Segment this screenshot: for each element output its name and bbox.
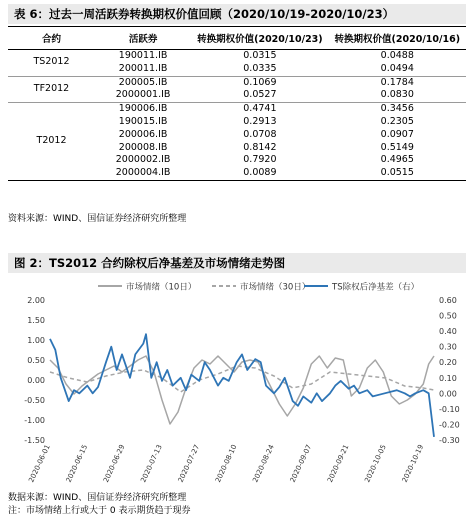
header-contract: 合约 bbox=[8, 27, 95, 50]
y-left-tick-label: 0.50 bbox=[27, 356, 45, 365]
y-left-tick-label: -0.50 bbox=[24, 396, 45, 405]
value-cell: 0.0708 bbox=[243, 128, 277, 140]
bond-cell: 190006.IB bbox=[118, 103, 168, 115]
y-right-tick-label: -0.10 bbox=[439, 404, 460, 414]
value-cell: 0.8142 bbox=[243, 141, 277, 153]
value-cell: 0.1069 bbox=[243, 76, 277, 88]
bond-cell: 200005.IB bbox=[118, 76, 168, 88]
bond-cell: 200011.IB bbox=[95, 63, 191, 76]
legend-label-10d: 市场情绪（10日） bbox=[126, 282, 197, 293]
bond-cell: 2000004.IB bbox=[95, 167, 191, 180]
x-tick-label: 2020-07-27 bbox=[176, 443, 202, 484]
y-left-tick-label: 1.50 bbox=[27, 316, 45, 325]
y-right-tick-label: 0.00 bbox=[439, 389, 457, 399]
legend-label-30d: 市场情绪（30日） bbox=[240, 282, 311, 293]
value-cell: 0.7920 bbox=[243, 154, 277, 166]
y-right-tick-label: 0.20 bbox=[439, 358, 457, 368]
value-cell: 0.4741 bbox=[243, 103, 277, 115]
y-right-tick-label: 0.10 bbox=[439, 373, 457, 383]
x-tick-label: 2020-07-13 bbox=[139, 443, 164, 484]
value-cell: 0.0488 bbox=[380, 50, 414, 61]
y-right-tick-label: 0.50 bbox=[439, 311, 457, 321]
y-right-tick-label: -0.30 bbox=[439, 436, 460, 445]
y-left-tick-label: -1.00 bbox=[24, 416, 45, 425]
figure-footnote: 注：市场情绪上行或大于 0 表示期货趋于现券 bbox=[8, 506, 191, 516]
header-active-bond: 活跃券 bbox=[95, 27, 191, 50]
conversion-option-table bbox=[8, 26, 466, 181]
value-cell: 0.0494 bbox=[329, 63, 466, 76]
table-source-note: 资料来源：WIND、国信证券经济研究所整理 bbox=[8, 214, 187, 224]
chart-legend bbox=[98, 282, 419, 293]
value-cell: 0.2913 bbox=[243, 115, 277, 127]
x-tick-label: 2020-08-10 bbox=[214, 443, 239, 484]
value-cell: 0.0527 bbox=[191, 89, 328, 102]
bond-cell: 200006.IB bbox=[118, 128, 168, 140]
contract-cell: TS2012 bbox=[8, 50, 95, 77]
value-cell: 0.4965 bbox=[380, 154, 414, 166]
y-left-tick-label: 0.00 bbox=[27, 376, 45, 385]
y-right-tick-label: -0.20 bbox=[439, 420, 460, 430]
y-right-tick-label: 0.60 bbox=[439, 296, 457, 305]
value-cell: 0.5149 bbox=[380, 141, 414, 153]
series-line-0 bbox=[50, 356, 434, 424]
contract-cell: T2012 bbox=[8, 103, 95, 181]
x-tick-label: 2020-09-21 bbox=[326, 443, 351, 484]
value-cell: 0.0089 bbox=[191, 167, 328, 180]
figure-source-note: 数据来源：WIND、国信证券经济研究所整理 bbox=[8, 493, 187, 503]
x-tick-label: 2020-06-01 bbox=[27, 443, 52, 484]
value-cell: 0.0830 bbox=[329, 89, 466, 102]
series-line-2 bbox=[50, 334, 434, 437]
value-cell: 0.0335 bbox=[191, 63, 328, 76]
header-value-1016: 转换期权价值(2020/10/16) bbox=[329, 27, 466, 50]
value-cell: 0.1784 bbox=[380, 76, 414, 88]
x-tick-label: 2020-06-29 bbox=[102, 443, 127, 484]
y-left-tick-label: 2.00 bbox=[27, 296, 45, 305]
y-right-tick-label: 0.40 bbox=[439, 327, 457, 337]
x-tick-label: 2020-09-07 bbox=[288, 443, 314, 484]
basis-sentiment-chart bbox=[0, 276, 474, 490]
value-cell: 0.3456 bbox=[380, 103, 414, 115]
y-left-tick-label: -1.50 bbox=[24, 436, 45, 445]
bond-cell: 190015.IB bbox=[118, 115, 168, 127]
value-cell: 0.0315 bbox=[243, 50, 277, 61]
bond-cell: 190011.IB bbox=[118, 50, 168, 61]
value-cell: 0.2305 bbox=[380, 115, 414, 127]
bond-cell: 2000002.IB bbox=[115, 154, 171, 166]
bond-cell: 2000001.IB bbox=[95, 89, 191, 102]
contract-cell: TF2012 bbox=[8, 76, 95, 103]
legend-label-basis: TS除权后净基差（右） bbox=[332, 282, 420, 293]
x-tick-label: 2020-10-19 bbox=[400, 443, 426, 484]
header-value-1023: 转换期权价值(2020/10/23) bbox=[191, 27, 328, 50]
value-cell: 0.0907 bbox=[380, 128, 414, 140]
x-tick-label: 2020-08-24 bbox=[251, 443, 276, 484]
x-tick-label: 2020-06-15 bbox=[64, 443, 90, 484]
value-cell: 0.0515 bbox=[329, 167, 466, 180]
y-right-tick-label: 0.30 bbox=[439, 342, 457, 352]
x-tick-label: 2020-10-05 bbox=[363, 443, 388, 484]
bond-cell: 200008.IB bbox=[118, 141, 168, 153]
figure-caption: 图 2：TS2012 合约除权后净基差及市场情绪走势图 bbox=[8, 253, 466, 273]
table-caption: 表 6：过去一周活跃券转换期权价值回顾（2020/10/19-2020/10/23） bbox=[8, 4, 466, 24]
y-left-tick-label: 1.00 bbox=[27, 336, 45, 345]
